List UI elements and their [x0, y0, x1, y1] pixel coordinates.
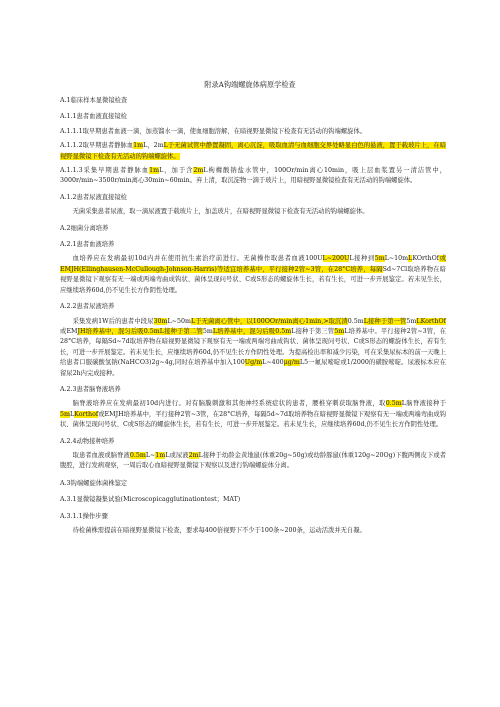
section-heading: A.1.2患者尿液直接镜检 — [60, 193, 127, 201]
text-run: 取患者血液或脑脊液 — [72, 451, 130, 459]
text-run: L，加于含 — [159, 167, 194, 175]
section-heading: A.2.3患者脑脊液培养 — [60, 385, 121, 393]
text-run: 5m — [406, 317, 417, 325]
paragraph — [60, 317, 446, 379]
highlighted-text: L于无菌离心管中，以100OOr/min离心1min,>取沉渣 — [190, 317, 348, 325]
text-run: KOrthOf — [412, 255, 440, 263]
highlighted-text: L于无菌试管中静置凝固，离心沉淀，吸取血清与血细胞交界处略显白色的悬液，置于载玻片上，在暗视野显微镜下检查有无活动的钩端螺旋体。 — [60, 142, 446, 160]
section-heading: A.1.1患者血液直接镜检 — [60, 113, 127, 121]
highlighted-text: L — [408, 255, 413, 263]
text-run: L~400 — [262, 359, 284, 367]
section-heading: A.3钩端螺旋体菌株鉴定 — [60, 479, 128, 487]
text-run: L枸橼酸钠盐水管中，100Or/min离心10min，吸上层血浆置另一清洁管中，3000r/min~3500r/min离心30min~60min。弃上清，取沉淀物一滴于玻片上，用暗视野显微镜检查有无活动的钩端螺旋体。 — [60, 167, 446, 185]
text-run: 0.5m — [347, 317, 364, 325]
text-run: L或尿液 — [165, 451, 189, 459]
section-heading: A.2细菌分离培养 — [60, 224, 109, 232]
text-run: 一氟尿嘧啶或1/2000的磺胺嘧啶。尿液标本应在留尿2h内完成接种。 — [60, 359, 446, 377]
section-heading: A.2.4动物接种培养 — [60, 437, 115, 445]
text-run: A.1.1.3采集早期患者静脉血 — [60, 167, 150, 175]
highlighted-text: Korthof — [74, 410, 99, 418]
paragraph — [60, 451, 446, 472]
text-run: 或EMJH培养基中，平行接种2管~3管，在28°C培养，每隔5d~7d取培养物在暗视野显微镜下观察有无一端或两端弯曲成钩状、菌体呈现问号状、C或S形态的螺旋体生长，若有生长，可进一步开展鉴定。若未见生长，应继续培养60d,仍不见生长方作阴性处理。 — [60, 410, 446, 429]
highlighted-text: 1m — [155, 451, 166, 459]
highlighted-text: LKorthOf — [416, 317, 446, 325]
text-run: L — [299, 359, 305, 367]
highlighted-text: JH培养基中，混匀后吸0.5mL接种于第二管 — [77, 327, 203, 335]
text-run: 血培养应在发病最初10d内并在使用抗生素治疗前进行。无菌操作取患者血液100U — [72, 255, 323, 263]
highlighted-text: μg/m — [283, 359, 300, 367]
text-run: A.1.1.2取早期患者静脉血 — [60, 142, 134, 150]
section-heading: A.1临床样本显微镜检查 — [60, 97, 128, 104]
highlighted-text: L~200U — [322, 255, 350, 263]
text-run: 脑脊液培养应在发病最初10d内进行。对有脑膜刺激和其他神经系统症状的患者，腰椎穿刺获取脑脊液，取 — [72, 400, 386, 408]
highlighted-text: 5m — [60, 410, 70, 418]
highlighted-text: 0.5m — [385, 400, 402, 408]
paragraph: 无菌采集患者尿液，取一滴尿液置于载玻片上，加盖玻片，在暗视野显微镜下检查有无活动的钩端螺旋体。 — [72, 208, 369, 216]
text-run: L脑脊液接种于 — [401, 400, 446, 408]
text-run: Cl取培养物在暗视野显微镜下观察有无一端或两端弯曲成钩状、菌体呈现问号状、C或S形态的螺旋体生长，若有生长，可进一步开展鉴定。若未见生长，应继续培养60d,仍不见生长方作阴性处理。 — [60, 265, 446, 294]
paragraph — [60, 399, 446, 430]
text-run: L接种于幼龄金黄地鼠(体重20g~50g)或幼龄豚鼠(体重120g~20Og)下腹两侧皮下或者腹腔，进行发病观察，一周后取心血暗视野显微镜下观察以及进行钩端螺旋体分离。 — [60, 451, 447, 470]
highlighted-text: 5m — [334, 327, 345, 335]
paragraph — [60, 254, 446, 296]
paragraph: A.1.1.1取早期患者血液一滴，加蒸馏水一滴，使血细胞溶解，在暗视野显微镜下检查有无活动的钩端螺旋体。 — [60, 127, 366, 135]
text-run: L，2m — [143, 142, 164, 150]
text-run: 5 — [304, 359, 309, 367]
text-run: L~10m — [384, 255, 409, 263]
document-body — [60, 96, 446, 536]
section-heading: A.2.2患者尿液培养 — [60, 303, 115, 311]
highlighted-text: 2m — [193, 167, 204, 175]
text-run: L接种到 — [349, 255, 375, 263]
highlighted-text: 5m — [374, 255, 385, 263]
paragraph — [60, 141, 446, 162]
highlighted-text: Ug/m — [244, 359, 263, 367]
highlighted-text: 或EMJH(Ellinghausen-McCullough-Johnson-Harris)等适宜培养基中，平行接种2管~3管，在28°C培养，每隔 — [60, 255, 446, 273]
text-run: L — [69, 410, 75, 418]
text-run: 或EM — [60, 327, 78, 335]
text-run: 采集发病1W后的患者中段尿 — [72, 317, 154, 325]
highlighted-text: L培养基中，混匀后吸0.5m — [212, 327, 292, 335]
text-run: L培养基中。平行接种2管~3管，在28°C培养，每隔Sd~7d取培养物在暗视野显微镜下观察有无一端或两端弯曲成钩状、菌体呈现问号状、C或S形态的螺旋体生长，若有生长，可进一步开展鉴定。若未见生长，应继续培养60d,仍不见生长方作阴性处理。为提高检出率和减少污染，可在采集尿标本的前一天晚上给患者口服碳酸氢钠(NaHCO3)2g~4g,同时在培养基中加入100 — [60, 327, 446, 367]
highlighted-text: 30m — [153, 317, 168, 325]
section-heading: A.3.1.1操作步骤 — [60, 512, 108, 520]
highlighted-text: 1m — [149, 167, 160, 175]
text-run: 5m — [202, 327, 213, 335]
highlighted-text: 0.5m — [129, 451, 146, 459]
highlighted-text: L接种于第一管 — [363, 317, 407, 325]
text-run: L~50m — [167, 317, 191, 325]
text-run: L~ — [145, 451, 156, 459]
section-heading: A.2.1患者血液培养 — [60, 241, 115, 249]
highlighted-text: 1m — [133, 142, 144, 150]
paragraph — [60, 166, 446, 187]
section-heading: A.3.1显微镜凝集试验(Microscopicagglutinationtest；MAT) — [60, 496, 241, 504]
document-title: 附录A钩端螺旋体病原学检查 — [204, 80, 296, 89]
text-run: Sd~7 — [382, 265, 401, 273]
highlighted-text: 2m — [188, 451, 199, 459]
paragraph: 待检菌株需提前在暗视野显微镜下检查，要求每400倍视野下不少于100条~200条，运动活泼并无自凝。 — [72, 527, 366, 534]
text-run: L接种于第三管 — [291, 327, 335, 335]
